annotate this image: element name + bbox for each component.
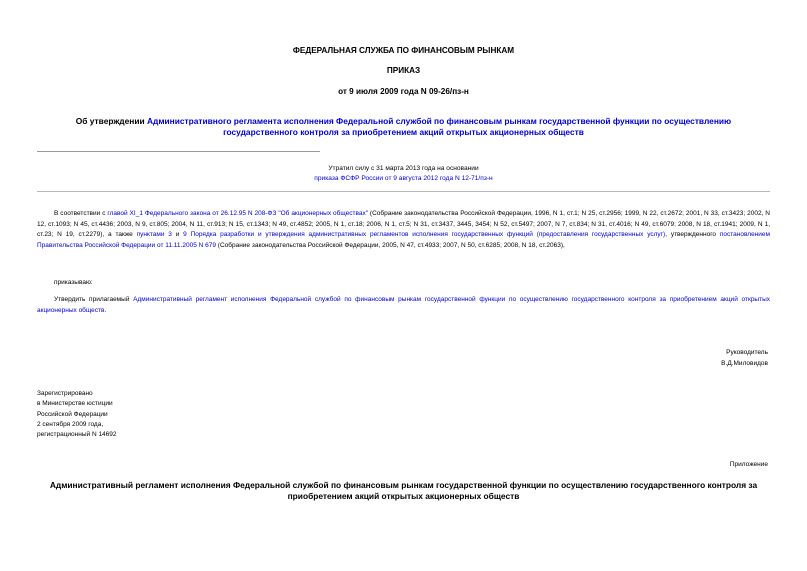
doc-date-number: от 9 июля 2009 года N 09-26/пз-н — [338, 87, 469, 96]
registration-line-3: Российской Федерации — [37, 410, 108, 418]
registration-block — [37, 389, 117, 440]
registration-line-4: 2 сентября 2009 года, — [37, 420, 104, 428]
federal-law-link[interactable]: главой XI_1 Федерального закона от 26.12.95 N 208-ФЗ "Об акционерных обществах" — [107, 210, 369, 217]
signer-position: Руководитель — [726, 349, 768, 356]
preamble-text-3: и — [171, 231, 184, 239]
approval-text-1: Утвердить прилагаемый — [54, 296, 134, 303]
approval-paragraph — [37, 295, 770, 316]
preamble-text-2: (Собрание законодательства Российской Федерации, 1996, N 1, ст.1; N 25, ст.2956; 1999, N 22, ст.2672; 2001, N 33, ст.3423; 2002, N 12, ст.1093; N 45, ст.4436; 2003, N 9, ст.805; 2004, N 11, ст.913; N 15, ст.1343; N 49, ст.4852; 2005, N 1, ст.18; 2006, N 1, ст.5; N 31, ст.3437, 3445, 3454; N 52, ст.5497; 2007, N 7, ст.834; N 31, ст.4016; N 49, ст.6079; 2008, N 18, ст.1941; 2009, N 1, ст.23; N 19, ст.2279), а также — [37, 210, 771, 239]
preamble-text-5: (Собрание законодательства Российской Федерации, 2005, N 47, ст.4933; 2007, N 50, ст.6285; 2008, N 18, ст.2063), — [215, 241, 565, 249]
lost-force-order — [0, 175, 807, 182]
approved-regulation-link[interactable]: Административный регламент исполнения Федеральной службой по финансовым рынкам государственной функции по осуществлению государственного контроля за приобретением акций открытых акционерных обществ — [37, 296, 770, 314]
document-title — [40, 116, 767, 138]
registration-line-1: Зарегистрировано — [37, 390, 93, 397]
preamble-paragraph — [37, 209, 770, 251]
divider-long — [37, 191, 770, 192]
appendix-title: Административный регламент исполнения Федеральной службой по финансовым рынкам государственной функции по осуществлению государственного контроля за приобретением акций открытых акционерных обществ — [49, 480, 758, 501]
registration-line-5: регистрационный N 14692 — [37, 431, 117, 439]
preamble-text-4: , утвержденного — [665, 231, 720, 239]
document-title-prefix: Об утверждении — [75, 116, 147, 126]
doc-type-heading: ПРИКАЗ — [386, 66, 421, 75]
lost-force-note: Утратил силу с 31 марта 2013 года на основании — [328, 165, 479, 172]
signature-block — [721, 348, 768, 369]
registration-line-2: в Министерстве юстиции — [37, 400, 113, 408]
procedure-link[interactable]: 9 Порядка разработки и утверждения административных регламентов исполнения государственных функций (предоставления государственных услуг) — [183, 231, 666, 239]
signer-name: В.Д.Миловидов — [721, 359, 768, 367]
regulation-link[interactable]: Административного регламента исполнения Федеральной службой по финансовым рынкам государственной функции по осуществлению государственного контроля за приобретением акций открытых акционерных обществ — [146, 116, 732, 137]
order-phrase: приказываю: — [54, 279, 93, 286]
divider-short — [37, 151, 320, 152]
appendix-label: Приложение — [729, 461, 768, 468]
agency-heading: ФЕДЕРАЛЬНАЯ СЛУЖБА ПО ФИНАНСОВЫМ РЫНКАМ — [292, 46, 515, 55]
clauses-3-link[interactable]: пунктами 3 — [136, 231, 172, 239]
lost-force-order-link[interactable]: приказа ФСФР России от 9 августа 2012 года N 12-71/пз-н — [314, 175, 493, 182]
approval-text-2: . — [104, 306, 107, 314]
preamble-text-1: В соответствии с — [54, 210, 108, 217]
government-decree-link[interactable]: постановлением Правительства Российской Федерации от 11.11.2005 N 679 — [37, 231, 770, 249]
